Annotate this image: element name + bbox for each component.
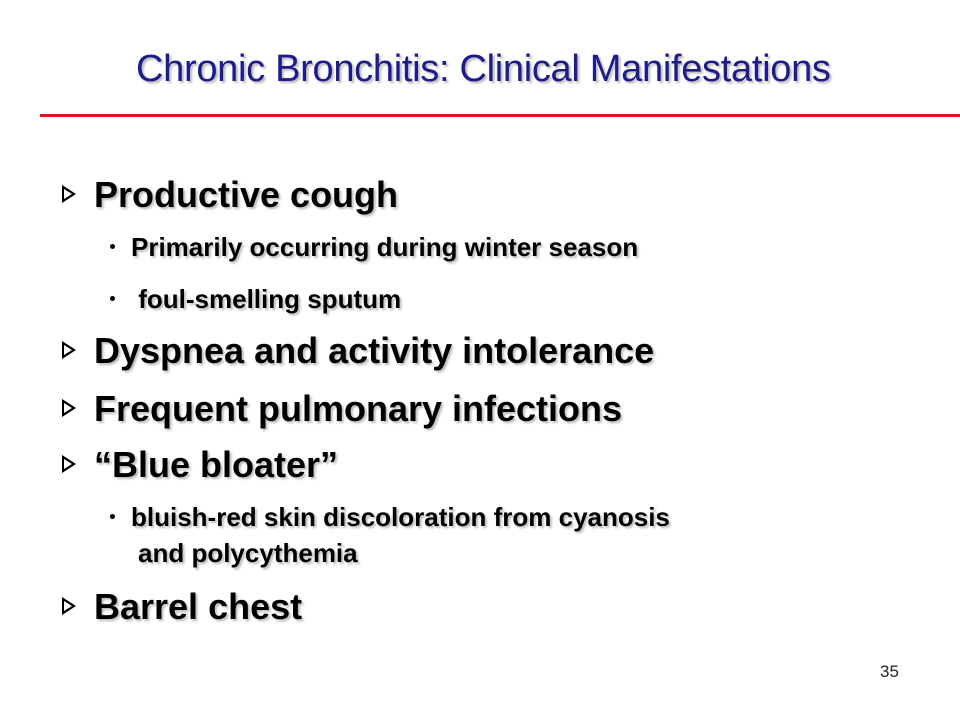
arrowhead-bullet-icon [60,453,82,475]
arrowhead-bullet-icon [60,397,82,419]
bullet-blue-bloater: “Blue bloater” [60,444,338,486]
arrowhead-bullet-icon [60,183,82,205]
bullet-barrel-chest: Barrel chest [60,586,302,628]
dot-bullet-icon [110,244,115,249]
sub-bullet-skin-discoloration-cont: and polycythemia [138,538,358,568]
bullet-productive-cough: Productive cough [60,174,398,216]
sub-bullet-sputum: foul-smelling sputum [110,284,401,315]
title-divider [40,114,960,117]
sub-bullet-winter-season: Primarily occurring during winter season [110,232,638,263]
arrowhead-bullet-icon [60,339,82,361]
bullet-infections: Frequent pulmonary infections [60,388,622,430]
page-number: 35 [880,662,899,681]
slide-title: Chronic Bronchitis: Clinical Manifestations [136,48,831,90]
arrowhead-bullet-icon [60,595,82,617]
dot-bullet-icon [110,514,115,519]
dot-bullet-icon [110,296,115,301]
bullet-dyspnea: Dyspnea and activity intolerance [60,330,654,372]
sub-bullet-skin-discoloration: bluish-red skin discoloration from cyanosis [110,502,670,533]
